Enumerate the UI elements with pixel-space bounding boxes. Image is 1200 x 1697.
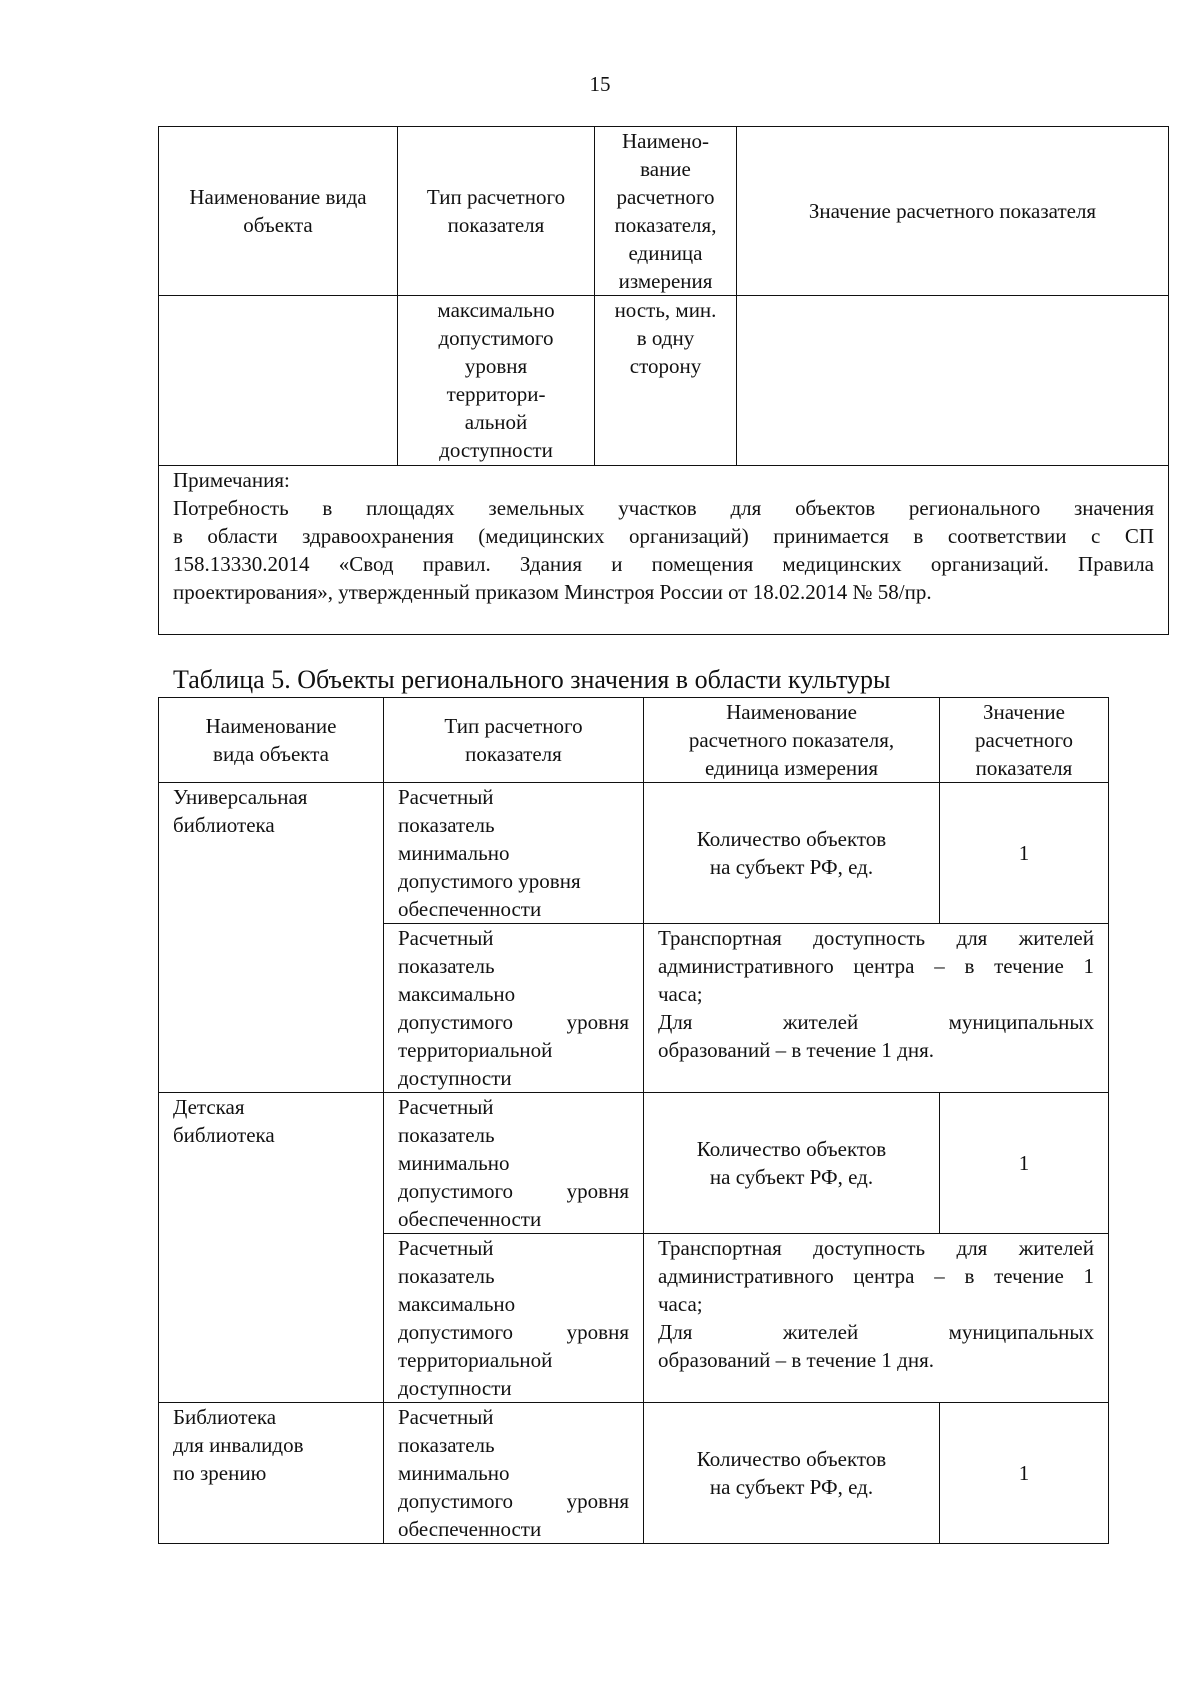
cell-line: Для жителей муниципальных [658,1320,1094,1344]
cell-line: в одну [636,326,695,350]
indicator-value-cell: 1 [940,783,1109,924]
header-line: вание [640,157,691,181]
cell-line: доступности [439,438,553,462]
access-value-cell [644,1234,1109,1403]
table1-object-name-cell [159,296,398,466]
header-line: Наименование вида [189,185,367,209]
cell-line-text: допустимого уровня [398,869,581,893]
indicator-value-cell: 1 [940,1093,1109,1234]
cell-line: библиотека [173,1123,275,1147]
notes-line: в области здравоохранения (медицинских организаций) принимается в соответствии с СП [173,524,1154,548]
header-line: вида объекта [213,742,329,766]
cell-line: территориальной [398,1038,553,1062]
cell-line: обеспеченности [398,1517,542,1541]
cell-line: альной [464,410,528,434]
cell-line: показатель [398,1123,495,1147]
header-line: расчетного [616,185,715,209]
cell-line: Количество объектов [696,827,887,851]
table1-header-row [159,127,1169,296]
cell-line: обеспеченности [398,897,542,921]
cell-line: доступности [398,1066,512,1090]
header-line: Наимено- [621,129,710,153]
cell-line: Расчетный [398,926,494,950]
header-line: Тип расчетного [426,185,566,209]
indicator-type-cell [384,924,644,1093]
cell-line: Библиотека [173,1405,277,1429]
cell-line: Расчетный [398,1405,494,1429]
table1-data-row [159,296,1169,466]
cell-line: Универсальная [173,785,308,809]
table1-indicator-type-cell [398,296,595,466]
cell-line: ность, мин. [614,298,717,322]
table5-caption: Таблица 5. Объекты регионального значения в области культуры [173,665,891,694]
header-line: Наименование [205,714,337,738]
header-line: расчетного [974,728,1074,752]
cell-line: максимально [437,298,555,322]
header-line: Значение расчетного показателя [808,199,1097,223]
cell-line: Транспортная доступность для жителей [658,926,1094,950]
notes-line: Потребность в площадях земельных участков для объектов регионального значения [173,496,1154,520]
cell-line: Количество объектов [696,1447,887,1471]
cell-line: библиотека [173,813,275,837]
header-line: показателя [465,742,562,766]
cell-line: по зрению [173,1461,267,1485]
table5-header-object-name [159,698,384,783]
cell-line: допустимого [438,326,554,350]
cell-line: показатель [398,813,495,837]
cell-line: максимально [398,1292,516,1316]
indicator-unit-cell [644,1093,940,1234]
table5-header-indicator-value [940,698,1109,783]
cell-line: показатель [398,1433,495,1457]
indicator-type-cell [384,1093,644,1234]
notes-line: проектирования», утвержденный приказом Минстроя России от 18.02.2014 № 58/пр. [173,580,932,604]
table1-notes [159,466,1169,635]
cell-line: допустимого уровня [398,1320,629,1344]
table1-header-indicator-value [737,127,1169,296]
cell-line: часа; [658,1292,703,1316]
header-line: единица [628,241,703,265]
cell-line: образований – в течение 1 дня. [658,1038,935,1062]
cell-line: образований – в течение 1 дня. [658,1348,935,1372]
cell-line: допустимого уровня [398,1010,629,1034]
object-name-cell [159,783,384,1093]
indicator-type-cell [384,1234,644,1403]
header-line: показателя [447,213,545,237]
table-row [159,783,1109,924]
page-number: 15 [589,72,611,96]
indicator-unit-cell [644,783,940,924]
healthcare-table-continuation [158,126,1169,635]
cell-line: административного центра – в течение 1 [658,1264,1094,1288]
cell-line: Расчетный [398,1236,494,1260]
cell-line: допустимого уровня [398,1489,629,1513]
cell-line: Количество объектов [696,1137,887,1161]
cell-line: минимально [398,1151,510,1175]
indicator-unit-cell [644,1403,940,1544]
cell-line: часа; [658,982,703,1006]
cell-line [398,867,629,895]
table1-notes-row [159,466,1169,635]
table-row [159,1403,1109,1544]
cell-line: допустимого уровня [398,1179,629,1203]
cell-line: Расчетный [398,785,494,809]
header-line: показателя [975,756,1073,780]
table5-header-indicator-type [384,698,644,783]
table1-header-indicator-type [398,127,595,296]
cell-line: Расчетный [398,1095,494,1119]
header-line: объекта [243,213,313,237]
header-line: показателя, [614,213,717,237]
cell-line: территори- [446,382,546,406]
table5-header-indicator-name [644,698,940,783]
header-line: расчетного показателя, [688,728,895,752]
access-value-cell [644,924,1109,1093]
table-row [159,1093,1109,1234]
cell-line: минимально [398,841,510,865]
cell-line: на субъект РФ, ед. [709,1165,874,1189]
cell-line: Для жителей муниципальных [658,1010,1094,1034]
cell-line: территориальной [398,1348,553,1372]
cell-line: Детская [173,1095,245,1119]
cell-line: обеспеченности [398,1207,542,1231]
object-name-cell [159,1403,384,1544]
header-line: измерения [618,269,713,293]
cell-line: минимально [398,1461,510,1485]
culture-objects-table [158,697,1109,1544]
cell-line: максимально [398,982,516,1006]
notes-title: Примечания: [173,468,290,492]
header-line: Наименование [726,700,857,724]
indicator-type-cell [384,783,644,924]
table1-header-indicator-name [595,127,737,296]
cell-line: доступности [398,1376,512,1400]
cell-line: сторону [629,354,702,378]
object-name-cell [159,1093,384,1403]
header-line: Значение [983,700,1065,724]
table1-header-object-name [159,127,398,296]
cell-line: на субъект РФ, ед. [709,1475,874,1499]
table1-indicator-name-cell [595,296,737,466]
cell-line: показатель [398,954,495,978]
table1-indicator-value-cell [737,296,1169,466]
cell-line: административного центра – в течение 1 [658,954,1094,978]
cell-line: уровня [464,354,528,378]
cell-line: Транспортная доступность для жителей [658,1236,1094,1260]
indicator-value-cell: 1 [940,1403,1109,1544]
notes-line: 158.13330.2014 «Свод правил. Здания и помещения медицинских организаций. Правила [173,552,1154,576]
cell-line: для инвалидов [173,1433,304,1457]
cell-line: показатель [398,1264,495,1288]
header-line: единица измерения [704,756,879,780]
header-line: Тип расчетного [444,714,583,738]
cell-line: на субъект РФ, ед. [709,855,874,879]
indicator-type-cell [384,1403,644,1544]
table5-header-row [159,698,1109,783]
